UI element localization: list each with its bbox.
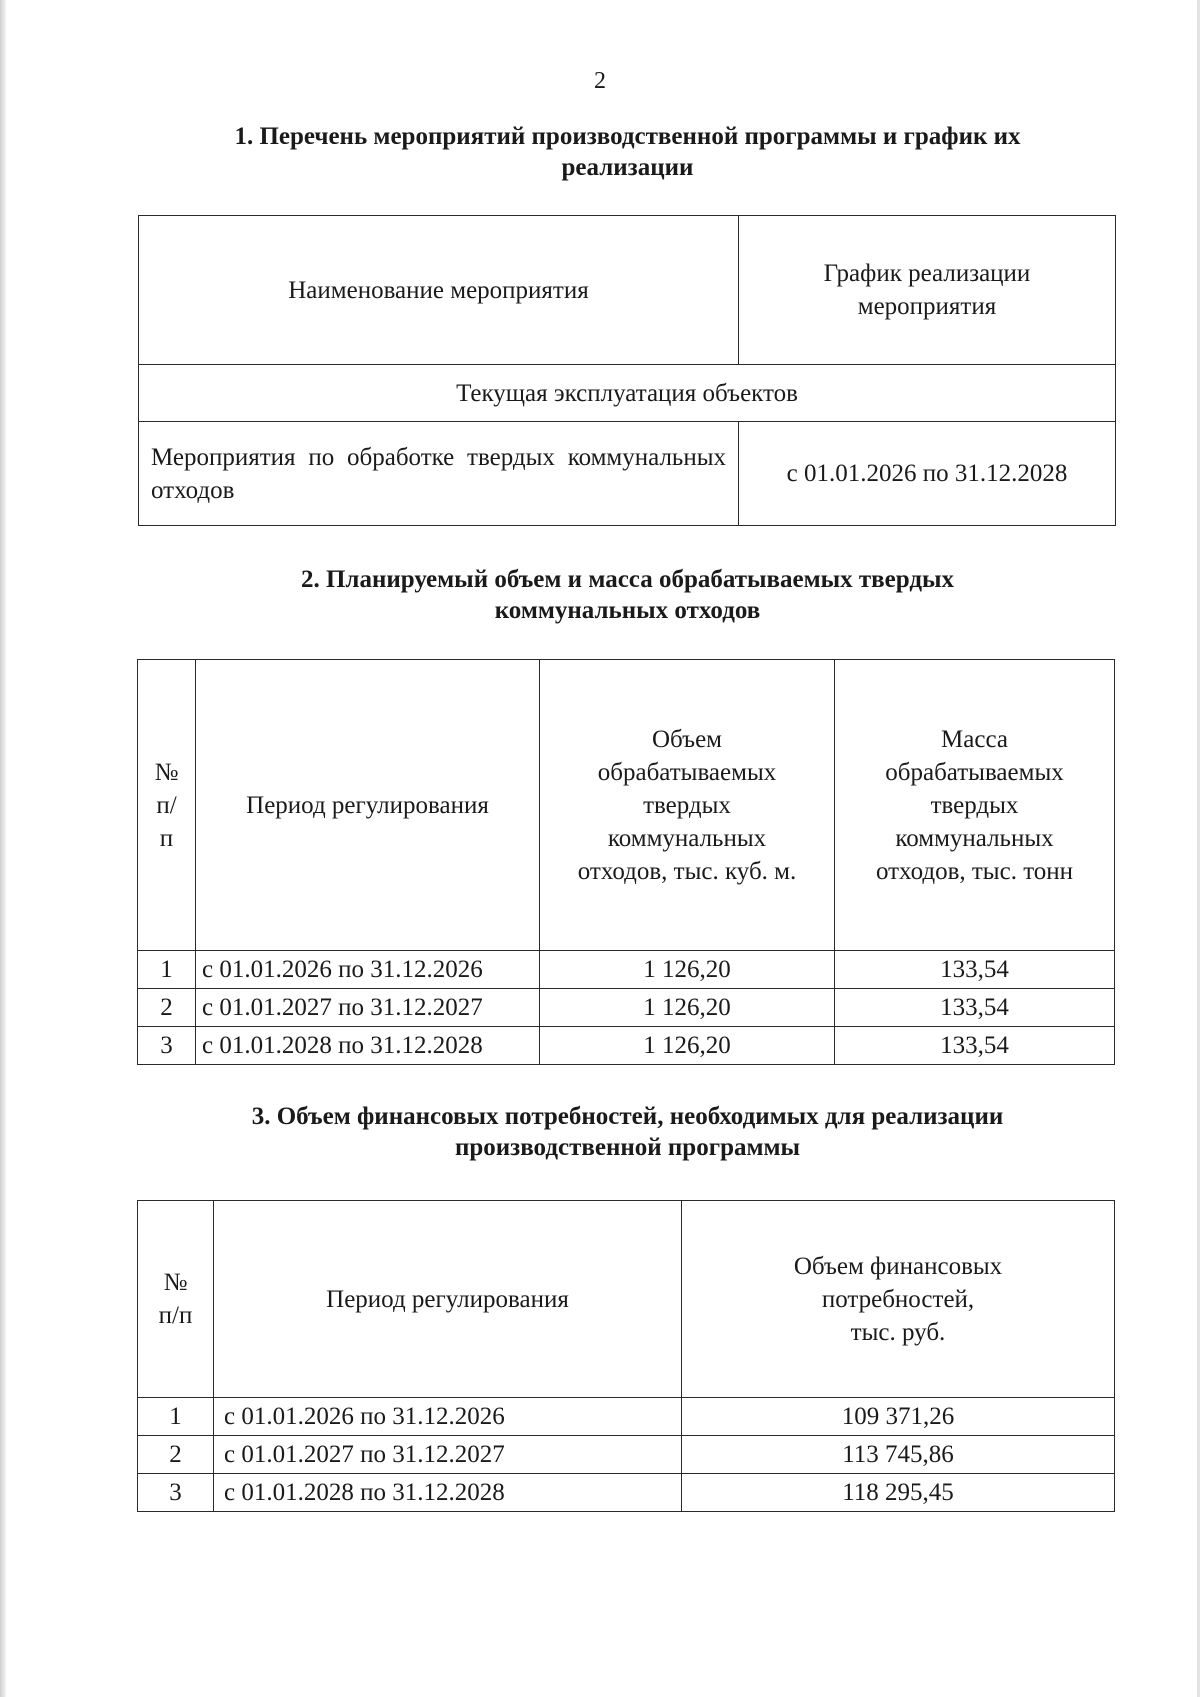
header-schedule-line2: мероприятия [857,293,997,320]
row-mass: 133,54 [835,1027,1115,1065]
header-mass-line: отходов, тыс. тонн [875,857,1074,885]
header-mass-line: Масса [941,725,1008,753]
header-volume-line: твердых [643,791,731,819]
row-mass: 133,54 [835,989,1115,1027]
header-volume-line: коммунальных [607,824,767,852]
header-schedule-line1: График реализации [823,260,1031,287]
row-number: 1 [138,951,196,989]
header-number [138,660,196,951]
header-finance [682,1201,1115,1398]
volume-mass-table-header [138,660,1115,951]
section3-title-line1: 3. Объем финансовых потребностей, необходимых для реализации [251,1103,1004,1130]
header-finance-line: тыс. руб. [850,1318,946,1346]
header-mass-line: коммунальных [895,824,1054,852]
header-finance-line: Объем финансовых [793,1252,1003,1280]
volume-mass-table [137,659,1115,1065]
header-finance-line: потребностей, [821,1285,975,1313]
header-period: Период регулирования [214,1201,682,1398]
section2-title-line2: коммунальных отходов [494,597,761,624]
row-period: с 01.01.2028 по 31.12.2028 [214,1474,682,1512]
row-volume: 1 126,20 [540,989,835,1027]
header-schedule [739,216,1116,365]
page-edge-shadow [0,0,6,1697]
activity-schedule-cell: с 01.01.2026 по 31.12.2028 [739,422,1116,526]
finance-table [137,1200,1115,1512]
row-period: с 01.01.2028 по 31.12.2028 [196,1027,540,1065]
header-volume-line: отходов, тыс. куб. м. [577,857,797,885]
row-period: с 01.01.2026 по 31.12.2026 [196,951,540,989]
header-number-line3: п [159,824,174,852]
row-amount: 113 745,86 [682,1436,1115,1474]
header-mass-line: обрабатываемых [885,758,1064,786]
header-number-line2: п/п [158,1302,193,1329]
header-volume [540,660,835,951]
table-row [138,951,1115,989]
section1-title-line1: 1. Перечень мероприятий производственной программы и график их [234,123,1021,150]
header-number-line2: п/ [156,791,177,819]
table-row [138,1398,1115,1436]
header-number-line1: № [154,758,179,786]
table-row [138,1474,1115,1512]
row-mass: 133,54 [835,951,1115,989]
row-number: 2 [138,1436,214,1474]
activities-table [138,215,1116,526]
section1-title [140,121,1115,183]
header-volume-line: Объем [652,725,722,753]
section1-title-line2: реализации [561,154,694,181]
table-row [138,989,1115,1027]
header-activity-name: Наименование мероприятия [139,216,739,365]
table-row [138,1436,1115,1474]
section2-title [140,564,1115,626]
section-row-label: Текущая эксплуатация объектов [139,365,1116,422]
finance-table-header [138,1201,1115,1398]
page-number: 2 [594,68,606,94]
row-period: с 01.01.2027 по 31.12.2027 [196,989,540,1027]
row-amount: 118 295,45 [682,1474,1115,1512]
section3-title [140,1101,1115,1163]
row-volume: 1 126,20 [540,1027,835,1065]
row-amount: 109 371,26 [682,1398,1115,1436]
section2-title-line1: 2. Планируемый объем и масса обрабатываемых твердых [300,566,955,593]
header-number-line1: № [163,1269,188,1296]
section3-title-line2: производственной программы [454,1134,801,1161]
row-period: с 01.01.2027 по 31.12.2027 [214,1436,682,1474]
header-volume-line: обрабатываемых [597,758,777,786]
header-period: Период регулирования [196,660,540,951]
row-number: 3 [138,1027,196,1065]
row-period: с 01.01.2026 по 31.12.2026 [214,1398,682,1436]
activity-name-cell: Мероприятия по обработке твердых коммунальных отходов [139,422,739,526]
activities-section-row [139,365,1116,422]
activities-table-header [139,216,1116,365]
row-volume: 1 126,20 [540,951,835,989]
row-number: 1 [138,1398,214,1436]
table-row [139,422,1116,526]
row-number: 2 [138,989,196,1027]
header-mass [835,660,1115,951]
header-mass-line: твердых [930,791,1019,819]
row-number: 3 [138,1474,214,1512]
header-number [138,1201,214,1398]
table-row [138,1027,1115,1065]
